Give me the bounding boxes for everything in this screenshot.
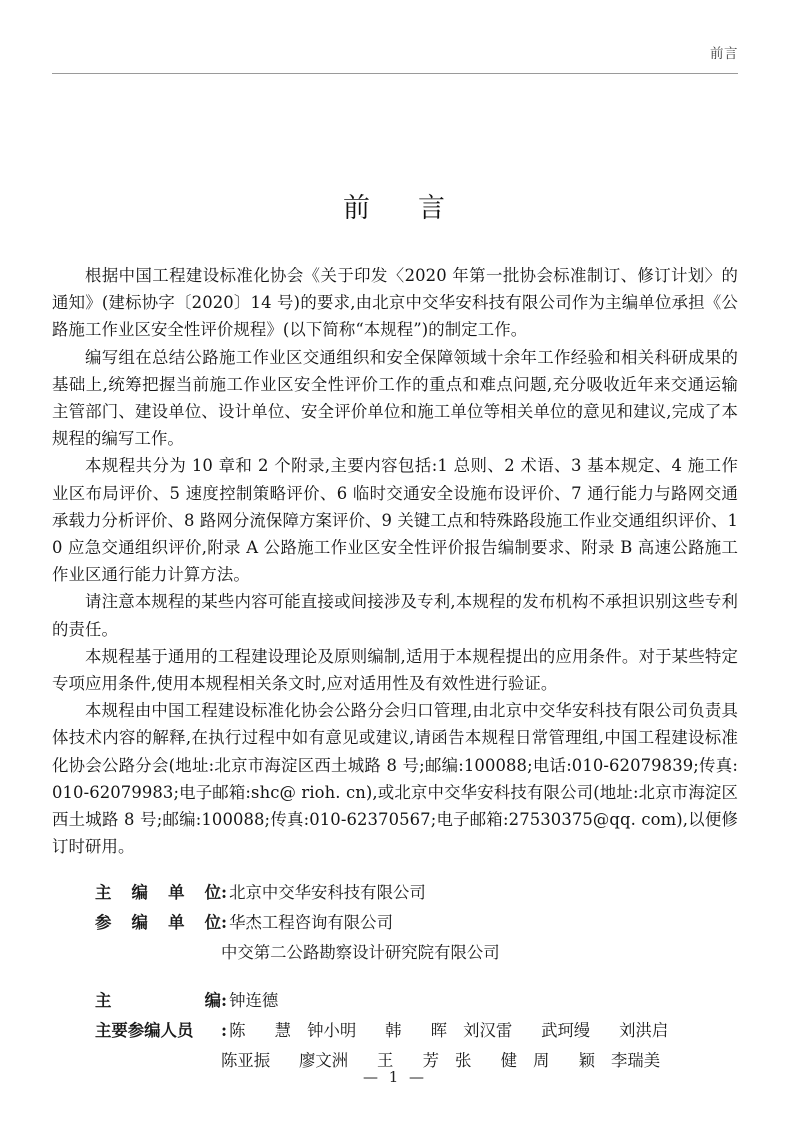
editor-name: 张 健 (455, 1051, 517, 1070)
running-header (52, 42, 738, 82)
page-number: — 1 — (362, 1068, 428, 1086)
editor-name: 韩 晖 (385, 1021, 448, 1040)
credit-colon: : (221, 991, 228, 1010)
credit-colon: : (221, 1021, 228, 1040)
paragraph: 编写组在总结公路施工作业区交通组织和安全保障领域十余年工作经验和相关科研成果的基础上,统筹把握当前施工作业区安全性评价工作的重点和难点问题,充分吸收近年来交通运输主管部门、建设单位、设计单位、安全评价单位和施工单位等相关单位的意见和建议,完成了本规程的编写工作。 (52, 347, 738, 449)
credit-row-chief-editor (95, 986, 715, 1016)
page-title-left: 前 (343, 193, 372, 224)
editor-name: 钟小明 (307, 1021, 357, 1040)
body-text (52, 262, 738, 860)
editor-name: 武珂缦 (541, 1021, 591, 1040)
credit-row-participating-unit-2 (95, 938, 715, 968)
editor-name: 周 颖 (533, 1051, 595, 1070)
credits-block (95, 878, 715, 1076)
editor-name: 陈亚振 (221, 1051, 271, 1070)
paragraph: 根据中国工程建设标准化协会《关于印发〈2020 年第一批协会标准制订、修订计划〉的通知》(建标协字〔2020〕14 号)的要求,由北京中交华安科技有限公司作为主编单位承担《公路施工作业区安全性评价规程》(以下简称“本规程”)的制定工作。 (52, 266, 738, 340)
credit-value-chief-unit: 北京中交华安科技有限公司 (229, 883, 426, 902)
header-rule (52, 73, 738, 74)
credit-label-chief-unit: 主 编 单 位 (95, 883, 221, 902)
paragraph: 本规程基于通用的工程建设理论及原则编制,适用于本规程提出的应用条件。对于某些特定专项应用条件,使用本规程相关条文时,应对适用性及有效性进行验证。 (52, 646, 738, 694)
editor-name: 刘洪启 (619, 1021, 669, 1040)
credit-label-chief-editor: 主 编 (95, 991, 221, 1010)
page-title-right: 言 (418, 193, 447, 224)
editor-name: 李瑞美 (611, 1051, 661, 1070)
paragraph: 本规程由中国工程建设标准化协会公路分会归口管理,由北京中交华安科技有限公司负责具体技术内容的解释,在执行过程中如有意见或建议,请函告本规程日常管理组,中国工程建设标准化协会公路分会(地址:北京市海淀区西土城路 8 号;邮编:100088;电话:010-62079839;传真:010-62079983;电子邮箱:shc@ rioh. cn),或北京中交华安科技有限公司(地址:北京市海淀区西土城路 8 号;邮编:100088;传真:010-62370567;电子邮箱:27530375@qq. com),以便修订时研用。 (52, 701, 738, 857)
credit-row-main-editors (95, 1016, 715, 1046)
page-title (52, 186, 738, 225)
header-title: 前言 (710, 46, 738, 62)
credit-label-main-editors: 主要参编人员 (95, 1021, 194, 1040)
paragraph: 本规程共分为 10 章和 2 个附录,主要内容包括:1 总则、2 术语、3 基本规定、4 施工作业区布局评价、5 速度控制策略评价、6 临时交通安全设施布设评价、7 通行能力与路网交通承载力分析评价、8 路网分流保障方案评价、9 关键工点和特殊路段施工作业交通组织评价、10 应急交通组织评价,附录 A 公路施工作业区安全性评价报告编制要求、附录 B 高速公路施工作业区通行能力计算方法。 (52, 456, 738, 585)
credit-value-participating-unit-2: 中交第二公路勘察设计研究院有限公司 (221, 943, 500, 962)
credit-value-chief-editor: 钟连德 (229, 991, 279, 1010)
editor-name: 王 芳 (377, 1051, 439, 1070)
editor-name: 廖文洲 (299, 1051, 349, 1070)
credit-value-participating-unit-1: 华杰工程咨询有限公司 (229, 913, 393, 932)
credit-label-participating-unit: 参 编 单 位 (95, 913, 221, 932)
credit-row-chief-unit (95, 878, 715, 908)
credit-value-main-editors-row1 (229, 1016, 697, 1046)
credit-colon: : (221, 883, 228, 902)
editor-name: 陈 慧 (229, 1021, 292, 1040)
editor-name: 刘汉雷 (463, 1021, 513, 1040)
credit-row-participating-unit (95, 908, 715, 938)
paragraph: 请注意本规程的某些内容可能直接或间接涉及专利,本规程的发布机构不承担识别这些专利的责任。 (52, 592, 738, 639)
credit-colon: : (221, 913, 228, 932)
